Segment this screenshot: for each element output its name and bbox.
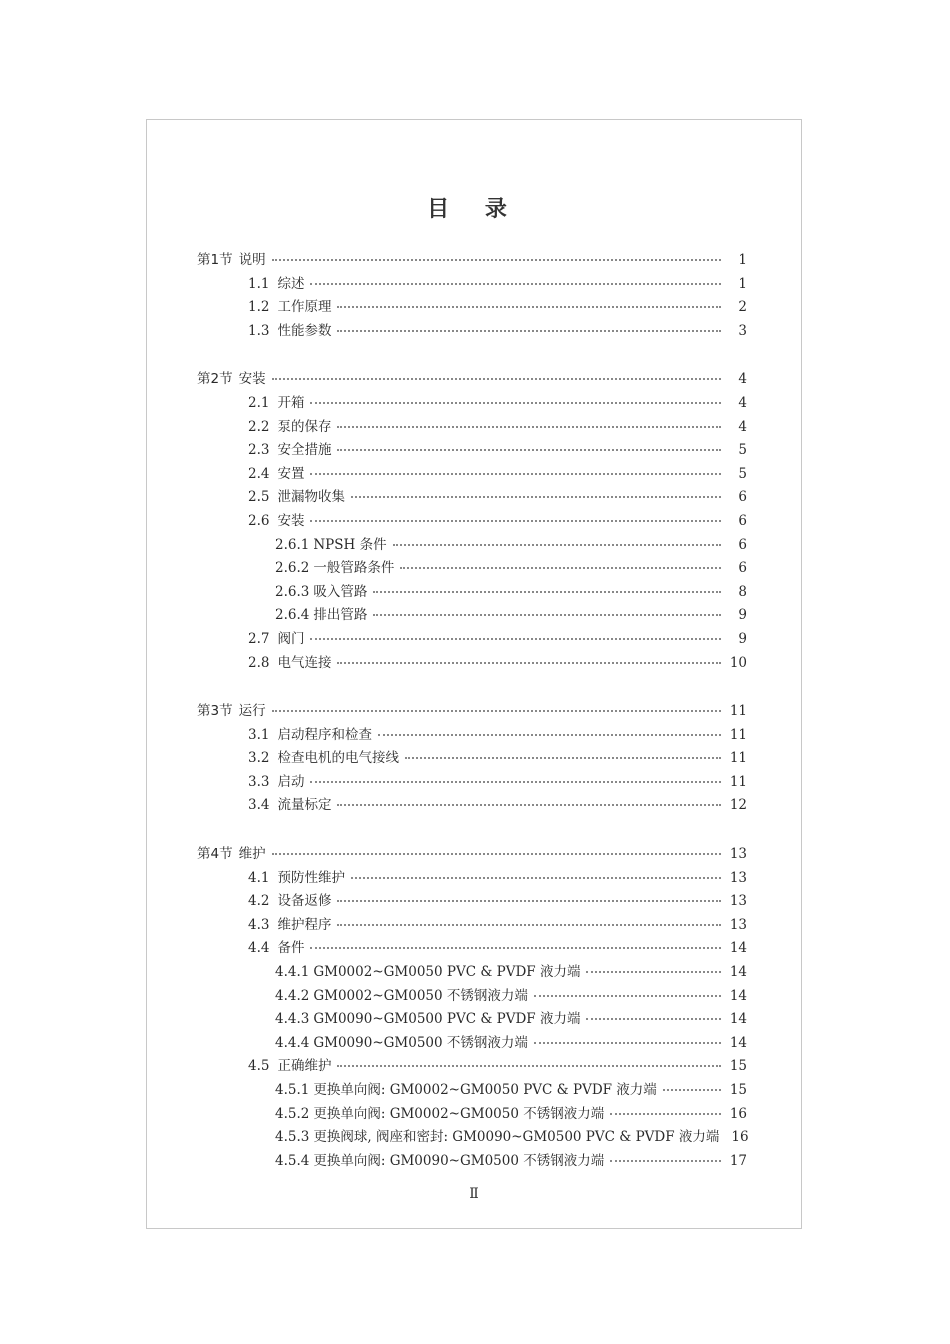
toc-subsection-entry[interactable] <box>197 295 747 319</box>
entry-page-number: 10 <box>729 654 747 671</box>
entry-number: 4.5 <box>248 1058 270 1075</box>
toc-subsection-entry[interactable] <box>197 509 747 533</box>
dot-leader <box>337 924 721 926</box>
entry-number: 2.6.3 <box>275 583 310 600</box>
entry-page-number: 14 <box>729 1011 747 1028</box>
entry-number: 3.4 <box>248 797 270 814</box>
dot-leader <box>337 662 721 664</box>
dot-leader <box>310 473 721 475</box>
toc-subsubsection-entry[interactable] <box>197 1149 747 1173</box>
entry-title: 更换单向阀: GM0002~GM0050 不锈钢液力端 <box>313 1105 605 1122</box>
entry-page-number: 1 <box>738 275 747 292</box>
entry-page-number: 5 <box>738 442 747 459</box>
entry-title: GM0002~GM0050 不锈钢液力端 <box>313 987 528 1004</box>
page-number: Ⅱ <box>469 1186 479 1202</box>
entry-number: 2.1 <box>248 394 270 411</box>
entry-number: 2.4 <box>248 465 270 482</box>
dot-leader <box>310 402 721 404</box>
table-of-contents <box>197 248 747 1172</box>
toc-subsection-entry[interactable] <box>197 272 747 296</box>
toc-subsection-entry[interactable] <box>197 651 747 675</box>
toc-subsection-entry[interactable] <box>197 936 747 960</box>
entry-title: 性能参数 <box>277 322 332 339</box>
entry-number: 4.4.4 <box>275 1034 310 1051</box>
dot-leader <box>272 853 721 855</box>
entry-title: 安装 <box>238 371 266 388</box>
entry-page-number: 4 <box>738 371 747 388</box>
dot-leader <box>272 259 721 261</box>
dot-leader <box>373 614 721 616</box>
toc-subsubsection-entry[interactable] <box>197 960 747 984</box>
entry-page-number: 9 <box>738 630 747 647</box>
entry-title: 电气连接 <box>277 654 332 671</box>
dot-leader <box>378 734 721 736</box>
dot-leader <box>337 449 721 451</box>
entry-page-number: 13 <box>729 846 747 863</box>
document-page <box>146 119 802 1229</box>
entry-page-number: 6 <box>738 512 747 529</box>
entry-number: 4.4.2 <box>275 987 310 1004</box>
toc-subsection-entry[interactable] <box>197 627 747 651</box>
toc-subsection-entry[interactable] <box>197 889 747 913</box>
dot-leader <box>337 426 721 428</box>
entry-number: 4.5.4 <box>275 1152 310 1169</box>
entry-page-number: 6 <box>738 536 747 553</box>
entry-number: 2.6.4 <box>275 607 310 624</box>
entry-number: 3.3 <box>248 773 270 790</box>
toc-section-entry[interactable] <box>197 699 747 723</box>
dot-leader <box>610 1160 721 1162</box>
entry-page-number: 16 <box>731 1129 749 1146</box>
entry-title: 备件 <box>277 940 305 957</box>
entry-title: 开箱 <box>277 394 305 411</box>
entry-number: 2.6.1 <box>275 536 310 553</box>
dot-leader <box>337 804 721 806</box>
toc-subsubsection-entry[interactable] <box>197 1102 747 1126</box>
entry-title: 检查电机的电气接线 <box>277 750 399 767</box>
toc-subsection-entry[interactable] <box>197 415 747 439</box>
entry-number: 4.4.3 <box>275 1011 310 1028</box>
entry-number: 2.5 <box>248 489 270 506</box>
toc-subsubsection-entry[interactable] <box>197 1007 747 1031</box>
entry-page-number: 11 <box>729 773 747 790</box>
entry-number: 2.6 <box>248 512 270 529</box>
entry-title: 安装 <box>277 512 305 529</box>
entry-page-number: 14 <box>729 987 747 1004</box>
toc-subsection-entry[interactable] <box>197 438 747 462</box>
entry-number: 2.3 <box>248 442 270 459</box>
entry-title: 一般管路条件 <box>313 560 395 577</box>
entry-page-number: 14 <box>729 940 747 957</box>
toc-section-entry[interactable] <box>197 842 747 866</box>
toc-subsection-entry[interactable] <box>197 319 747 343</box>
dot-leader <box>400 567 721 569</box>
entry-number: 2.6.2 <box>275 560 310 577</box>
dot-leader <box>310 520 721 522</box>
entry-page-number: 17 <box>729 1152 747 1169</box>
entry-number: 3.1 <box>248 726 270 743</box>
entry-number: 4.2 <box>248 893 270 910</box>
entry-title: 安全措施 <box>277 442 332 459</box>
entry-number: 2.8 <box>248 654 270 671</box>
entry-page-number: 11 <box>729 703 747 720</box>
entry-page-number: 5 <box>738 465 747 482</box>
toc-subsection-entry[interactable] <box>197 793 747 817</box>
toc-subsubsection-entry[interactable] <box>197 533 747 557</box>
section-spacer <box>197 817 747 842</box>
dot-leader <box>373 591 721 593</box>
toc-subsubsection-entry[interactable] <box>197 1031 747 1055</box>
dot-leader <box>534 1042 721 1044</box>
entry-title: 维护 <box>238 846 266 863</box>
entry-page-number: 6 <box>738 489 747 506</box>
entry-page-number: 14 <box>729 1034 747 1051</box>
entry-title: 安置 <box>277 465 305 482</box>
entry-title: 流量标定 <box>277 797 332 814</box>
entry-title: 更换阀球, 阀座和密封: GM0090~GM0500 PVC & PVDF 液力端 <box>313 1129 720 1146</box>
toc-subsubsection-entry[interactable] <box>197 580 747 604</box>
entry-page-number: 11 <box>729 750 747 767</box>
entry-title: GM0002~GM0050 PVC & PVDF 液力端 <box>313 964 581 981</box>
entry-title: NPSH 条件 <box>313 536 387 553</box>
entry-page-number: 3 <box>738 322 747 339</box>
entry-page-number: 13 <box>729 893 747 910</box>
entry-page-number: 12 <box>729 797 747 814</box>
entry-page-number: 11 <box>729 726 747 743</box>
entry-title: 预防性维护 <box>277 869 345 886</box>
dot-leader <box>310 947 721 949</box>
entry-number: 4.5.1 <box>275 1082 310 1098</box>
dot-leader <box>272 710 721 712</box>
entry-number: 4.5.2 <box>275 1105 310 1122</box>
entry-page-number: 15 <box>729 1082 747 1098</box>
entry-page-number: 15 <box>729 1058 747 1075</box>
entry-title: 设备返修 <box>277 893 332 910</box>
dot-leader <box>272 378 721 380</box>
dot-leader <box>405 757 721 759</box>
entry-page-number: 13 <box>729 869 747 886</box>
entry-number: 第1节 <box>197 252 233 268</box>
entry-number: 4.4 <box>248 940 270 957</box>
dot-leader <box>337 1065 721 1067</box>
entry-title: 正确维护 <box>277 1058 332 1075</box>
dot-leader <box>351 877 721 879</box>
dot-leader <box>610 1113 721 1115</box>
dot-leader <box>337 900 721 902</box>
entry-number: 1.1 <box>248 275 270 292</box>
toc-subsubsection-entry[interactable] <box>197 984 747 1008</box>
entry-page-number: 4 <box>738 418 747 435</box>
dot-leader <box>393 544 721 546</box>
dot-leader <box>586 1018 721 1020</box>
entry-title: 阀门 <box>277 630 305 647</box>
section-spacer <box>197 342 747 367</box>
entry-title: 泵的保存 <box>277 418 332 435</box>
entry-number: 1.3 <box>248 322 270 339</box>
dot-leader <box>337 306 721 308</box>
dot-leader <box>310 283 721 285</box>
entry-number: 第4节 <box>197 846 233 863</box>
entry-page-number: 13 <box>729 916 747 933</box>
toc-subsection-entry[interactable] <box>197 485 747 509</box>
entry-page-number: 1 <box>738 252 747 268</box>
toc-subsection-entry[interactable] <box>197 1054 747 1078</box>
entry-number: 2.2 <box>248 418 270 435</box>
entry-page-number: 14 <box>729 964 747 981</box>
entry-number: 第3节 <box>197 703 233 720</box>
entry-page-number: 8 <box>738 583 747 600</box>
dot-leader <box>310 781 721 783</box>
entry-title: 启动 <box>277 773 305 790</box>
toc-section-entry[interactable] <box>197 248 747 272</box>
entry-title: 泄漏物收集 <box>277 489 345 506</box>
entry-title: 维护程序 <box>277 916 332 933</box>
section-spacer <box>197 674 747 699</box>
entry-title: 排出管路 <box>313 607 368 624</box>
toc-section-entry[interactable] <box>197 367 747 391</box>
entry-page-number: 4 <box>738 394 747 411</box>
toc-subsubsection-entry[interactable] <box>197 556 747 580</box>
toc-subsection-entry[interactable] <box>197 462 747 486</box>
entry-number: 4.1 <box>248 869 270 886</box>
entry-title: 吸入管路 <box>313 583 368 600</box>
toc-subsubsection-entry[interactable] <box>197 1078 747 1102</box>
entry-title: GM0090~GM0500 PVC & PVDF 液力端 <box>313 1011 581 1028</box>
page-title: 目 录 <box>427 197 521 222</box>
entry-title: GM0090~GM0500 不锈钢液力端 <box>313 1034 528 1051</box>
entry-title: 更换单向阀: GM0002~GM0050 PVC & PVDF 液力端 <box>313 1082 657 1098</box>
toc-subsection-entry[interactable] <box>197 866 747 890</box>
toc-subsection-entry[interactable] <box>197 723 747 747</box>
entry-number: 1.2 <box>248 299 270 316</box>
toc-subsection-entry[interactable] <box>197 391 747 415</box>
entry-number: 4.5.3 <box>275 1129 310 1146</box>
toc-subsubsection-entry[interactable] <box>197 603 747 627</box>
dot-leader <box>310 638 721 640</box>
entry-number: 3.2 <box>248 750 270 767</box>
entry-page-number: 2 <box>738 299 747 316</box>
dot-leader <box>586 971 721 973</box>
entry-page-number: 16 <box>729 1105 747 1122</box>
entry-title: 工作原理 <box>277 299 332 316</box>
toc-subsubsection-entry[interactable] <box>197 1125 747 1149</box>
toc-subsection-entry[interactable] <box>197 913 747 937</box>
entry-page-number: 6 <box>738 560 747 577</box>
entry-title: 说明 <box>238 252 266 268</box>
entry-number: 4.4.1 <box>275 964 310 981</box>
entry-title: 运行 <box>238 703 266 720</box>
toc-subsection-entry[interactable] <box>197 770 747 794</box>
dot-leader <box>351 496 721 498</box>
entry-title: 综述 <box>277 275 305 292</box>
dot-leader <box>337 330 721 332</box>
entry-number: 2.7 <box>248 630 270 647</box>
entry-title: 启动程序和检查 <box>277 726 372 743</box>
entry-title: 更换单向阀: GM0090~GM0500 不锈钢液力端 <box>313 1152 605 1169</box>
toc-subsection-entry[interactable] <box>197 746 747 770</box>
entry-number: 4.3 <box>248 916 270 933</box>
entry-page-number: 9 <box>738 607 747 624</box>
dot-leader <box>534 995 721 997</box>
dot-leader <box>663 1089 721 1091</box>
entry-number: 第2节 <box>197 371 233 388</box>
